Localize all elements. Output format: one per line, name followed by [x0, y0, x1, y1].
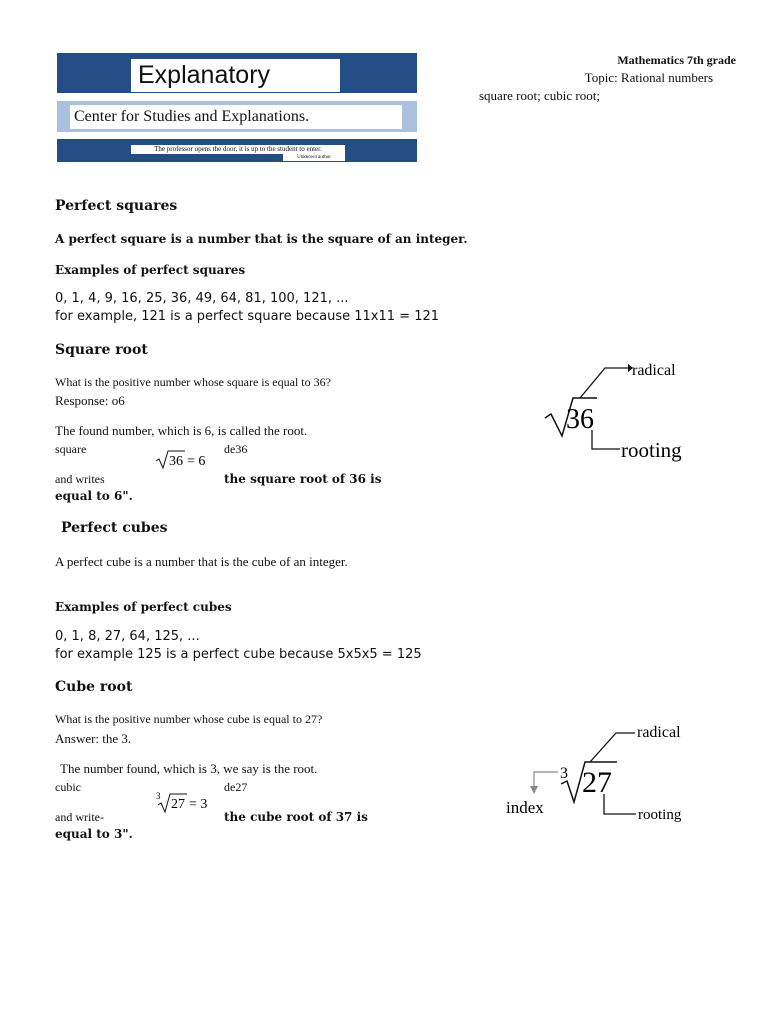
square-root-word: square	[55, 442, 87, 456]
cube-root-found: The number found, which is 3, we say is the root.	[60, 761, 318, 776]
logo-quote: The professor opens the door, it is up to the student to enter.	[131, 145, 345, 154]
cube-root-formula-radicand: 27	[171, 797, 185, 812]
diagram-radicand-27: 27	[582, 766, 612, 799]
square-root-question: What is the positive number whose square is equal to 36?	[55, 375, 331, 389]
diagram-index-3: 3	[560, 765, 568, 782]
cube-root-de: de27	[224, 780, 248, 794]
perfect-squares-sequence: 0, 1, 4, 9, 16, 25, 36, 49, 64, 81, 100, 121, ...	[55, 291, 349, 306]
square-root-diagram	[540, 358, 740, 470]
perfect-cubes-sequence: 0, 1, 8, 27, 64, 125, ...	[55, 629, 200, 644]
diagram-radical-label-2: radical	[637, 724, 681, 741]
perfect-cubes-examples-heading: Examples of perfect cubes	[55, 600, 232, 614]
cube-root-statement-1: the cube root of 37 is	[224, 810, 368, 824]
cube-root-question: What is the positive number whose cube is equal to 27?	[55, 712, 323, 726]
square-root-heading: Square root	[55, 342, 148, 358]
cube-root-formula	[155, 789, 215, 815]
perfect-cubes-example: for example 125 is a perfect cube because 5x5x5 = 125	[55, 647, 422, 662]
square-root-formula	[155, 447, 215, 471]
subtopic-label: square root; cubic root;	[479, 88, 600, 103]
square-root-de: de36	[224, 442, 248, 456]
diagram-index-label: index	[506, 798, 544, 817]
cube-root-statement-2: equal to 3".	[55, 827, 133, 841]
diagram-radicand-36: 36	[566, 404, 594, 435]
logo-subtitle: Center for Studies and Explanations.	[70, 105, 402, 129]
topic-label: Topic: Rational numbers	[584, 70, 713, 85]
cube-root-writes: and write-	[55, 810, 104, 824]
logo-title: Explanatory	[131, 59, 340, 92]
cube-root-heading: Cube root	[55, 679, 133, 695]
square-root-statement-1: the square root of 36 is	[224, 472, 382, 486]
perfect-squares-example: for example, 121 is a perfect square because 11x11 = 121	[55, 309, 440, 324]
diagram-rooting-label: rooting	[621, 438, 682, 462]
perfect-squares-examples-heading: Examples of perfect squares	[55, 263, 246, 277]
cube-root-formula-index: 3	[156, 791, 161, 801]
cube-root-formula-result: = 3	[189, 797, 208, 812]
perfect-squares-definition: A perfect square is a number that is the square of an integer.	[55, 232, 468, 246]
square-root-writes: and writes	[55, 472, 105, 486]
grade-label: Mathematics 7th grade	[617, 53, 736, 67]
square-root-response: Response: o6	[55, 393, 125, 408]
diagram-radical-label: radical	[632, 362, 676, 379]
cube-root-word: cubic	[55, 780, 81, 794]
cube-root-diagram	[500, 712, 730, 837]
square-root-formula-result: = 6	[187, 454, 206, 469]
logo-author: Unknown author	[283, 154, 345, 161]
cube-root-answer: Answer: the 3.	[55, 731, 132, 746]
square-root-found: The found number, which is 6, is called the root.	[55, 423, 308, 438]
diagram-rooting-label-2: rooting	[638, 807, 682, 823]
perfect-cubes-definition: A perfect cube is a number that is the cube of an integer.	[55, 554, 348, 569]
perfect-cubes-heading: Perfect cubes	[61, 520, 168, 536]
square-root-formula-radicand: 36	[169, 454, 183, 469]
perfect-squares-heading: Perfect squares	[55, 198, 178, 214]
square-root-statement-2: equal to 6".	[55, 489, 133, 503]
